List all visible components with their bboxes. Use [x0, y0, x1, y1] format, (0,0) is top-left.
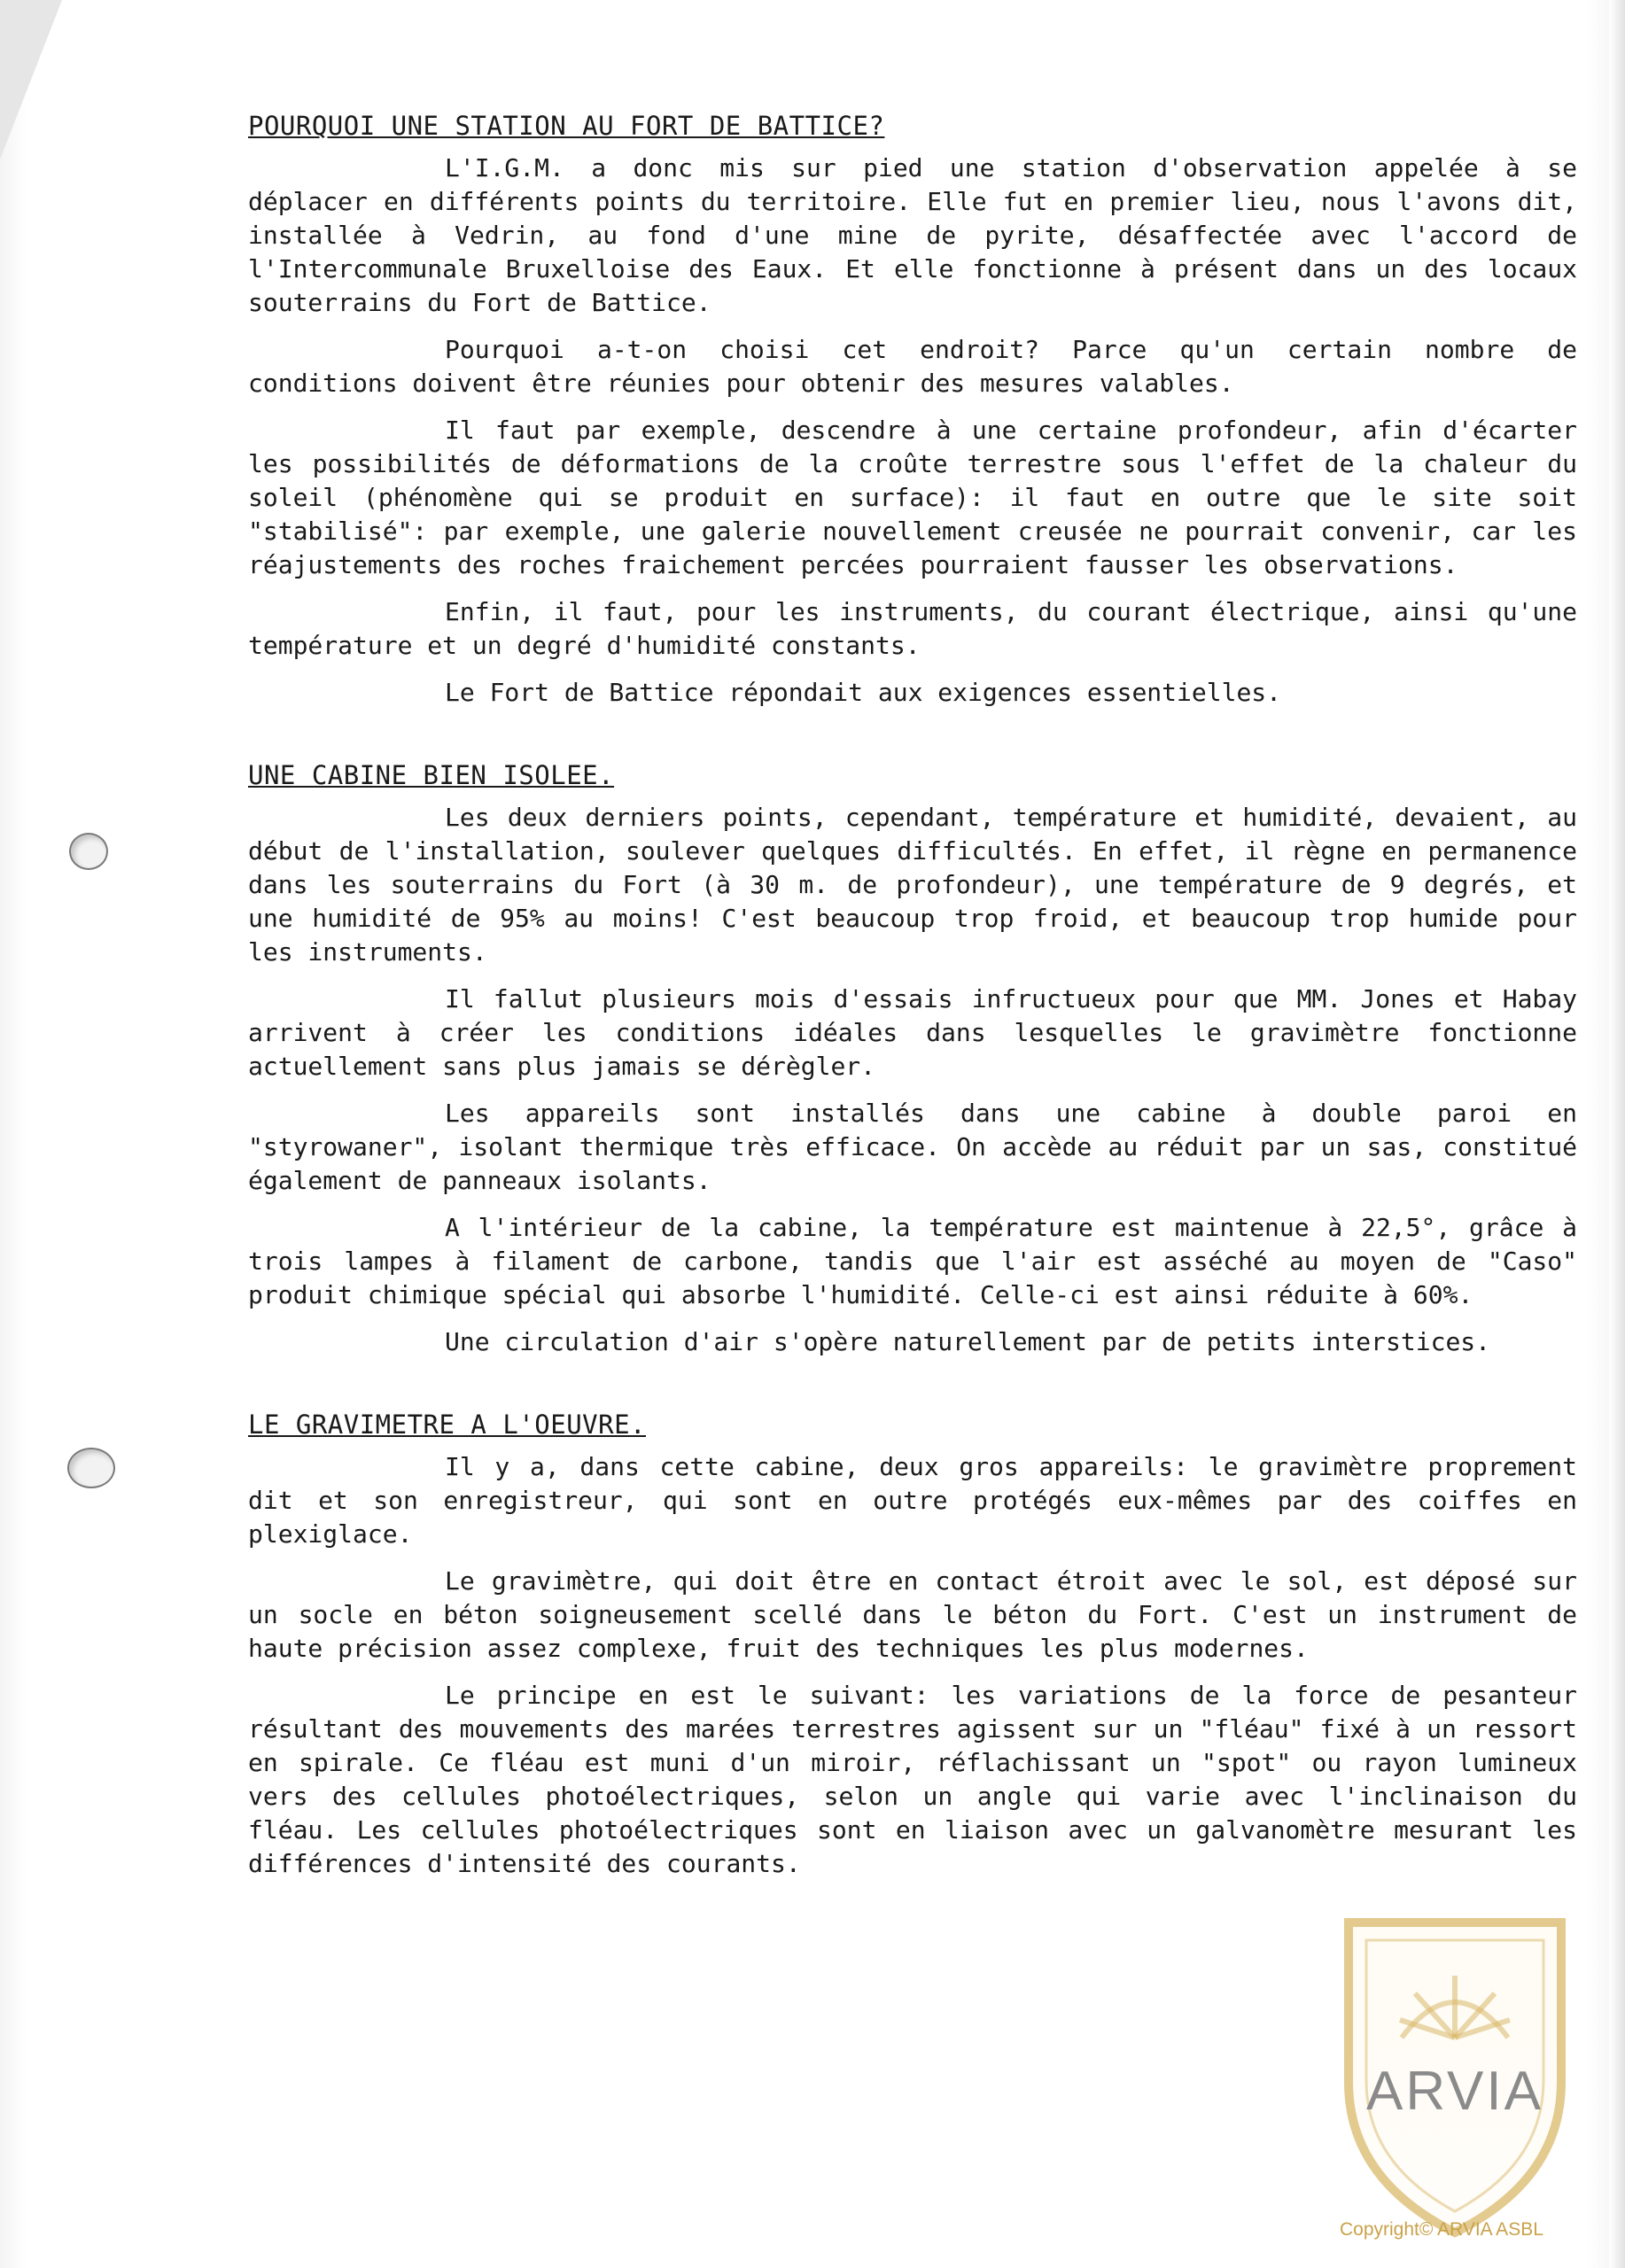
document-body — [248, 111, 1577, 1894]
arvia-logo-text: ARVIA — [1366, 2061, 1543, 2122]
paragraph: L'I.G.M. a donc mis sur pied une station d'observation appelée à se déplacer en différents points du territoire. Elle fut en premier lieu, nous l'avons dit, installée à Vedrin, au fond d'une mine de pyrite, désaffectée avec l'accord de l'Intercommunale Bruxelloise des Eaux. Et elle fonctionne à présent dans un des locaux souterrains du Fort de Battice. — [248, 153, 1577, 317]
section-heading-cabine: UNE CABINE BIEN ISOLEE. — [248, 760, 615, 790]
section-heading-gravimetre: LE GRAVIMETRE A L'OEUVRE. — [248, 1410, 646, 1440]
paragraph: Les deux derniers points, cependant, température et humidité, devaient, au début de l'installation, soulever quelques difficultés. En effet, il règne en permanence dans les souterrains du Fort (à 30 m. de profondeur), une température de 9 degrés, et une humidité de 95% au moins! C'est beaucoup trop froid, et beaucoup trop humide pour les instruments. — [248, 803, 1577, 967]
paragraph: Il y a, dans cette cabine, deux gros appareils: le gravimètre proprement dit et son enregistreur, qui sont en outre protégés eux-mêmes par des coiffes en plexiglace. — [248, 1452, 1577, 1549]
paragraph: Le Fort de Battice répondait aux exigences essentielles. — [445, 678, 1282, 707]
punch-hole-bottom — [67, 1448, 115, 1488]
paragraph: Il faut par exemple, descendre à une certaine profondeur, afin d'écarter les possibilités de déformations de la croûte terrestre sous l'effet de la chaleur du soleil (phénomène qui se produit en surface): il faut en outre que le site soit "stabilisé": par exemple, une galerie nouvellement creusée ne pourrait convenir, car les réajustements des roches fraichement percées pourraient fausser les observations. — [248, 416, 1577, 579]
punch-hole-top — [69, 833, 108, 870]
paragraph: Une circulation d'air s'opère naturellement par de petits interstices. — [445, 1327, 1491, 1356]
paragraph: Il fallut plusieurs mois d'essais infructueux pour que MM. Jones et Habay arrivent à créer les conditions idéales dans lesquelles le gravimètre fonctionne actuellement sans plus jamais se dérègler. — [248, 984, 1577, 1081]
paragraph: Enfin, il faut, pour les instruments, du courant électrique, ainsi qu'une température et un degré d'humidité constants. — [248, 597, 1577, 660]
paragraph: Les appareils sont installés dans une cabine à double paroi en "styrowaner", isolant thermique très efficace. On accède au réduit par un sas, constitué également de panneaux isolants. — [248, 1099, 1577, 1195]
paragraph: Le principe en est le suivant: les variations de la force de pesanteur résultant des mouvements des marées terrestres agissent sur un "fléau" fixé à un ressort en spirale. Ce fléau est muni d'un miroir, réflachissant un "spot" ou rayon lumineux vers des cellules photoélectriques, selon un angle qui varie avec l'inclinaison du fléau. Les cellules photoélectriques sont en liaison avec un galvanomètre mesurant les différences d'intensité des courants. — [248, 1681, 1577, 1878]
paragraph: Pourquoi a-t-on choisi cet endroit? Parce qu'un certain nombre de conditions doivent être réunies pour obtenir des mesures valables. — [248, 335, 1577, 398]
folded-corner — [0, 0, 62, 159]
copyright-notice: Copyright© ARVIA ASBL — [1340, 2219, 1543, 2240]
section-heading-station: POURQUOI UNE STATION AU FORT DE BATTICE? — [248, 111, 885, 141]
paragraph: A l'intérieur de la cabine, la température est maintenue à 22,5°, grâce à trois lampes à filament de carbone, tandis que l'air est asséché au moyen de "Caso" produit chimique spécial qui absorbe l'humidité. Celle-ci est ainsi réduite à 60%. — [248, 1213, 1577, 1309]
page-edge-shadow — [1609, 0, 1625, 2268]
paragraph: Le gravimètre, qui doit être en contact étroit avec le sol, est déposé sur un socle en béton soigneusement scellé dans le béton du Fort. C'est un instrument de haute précision assez complexe, fruit des techniques les plus modernes. — [248, 1566, 1577, 1663]
